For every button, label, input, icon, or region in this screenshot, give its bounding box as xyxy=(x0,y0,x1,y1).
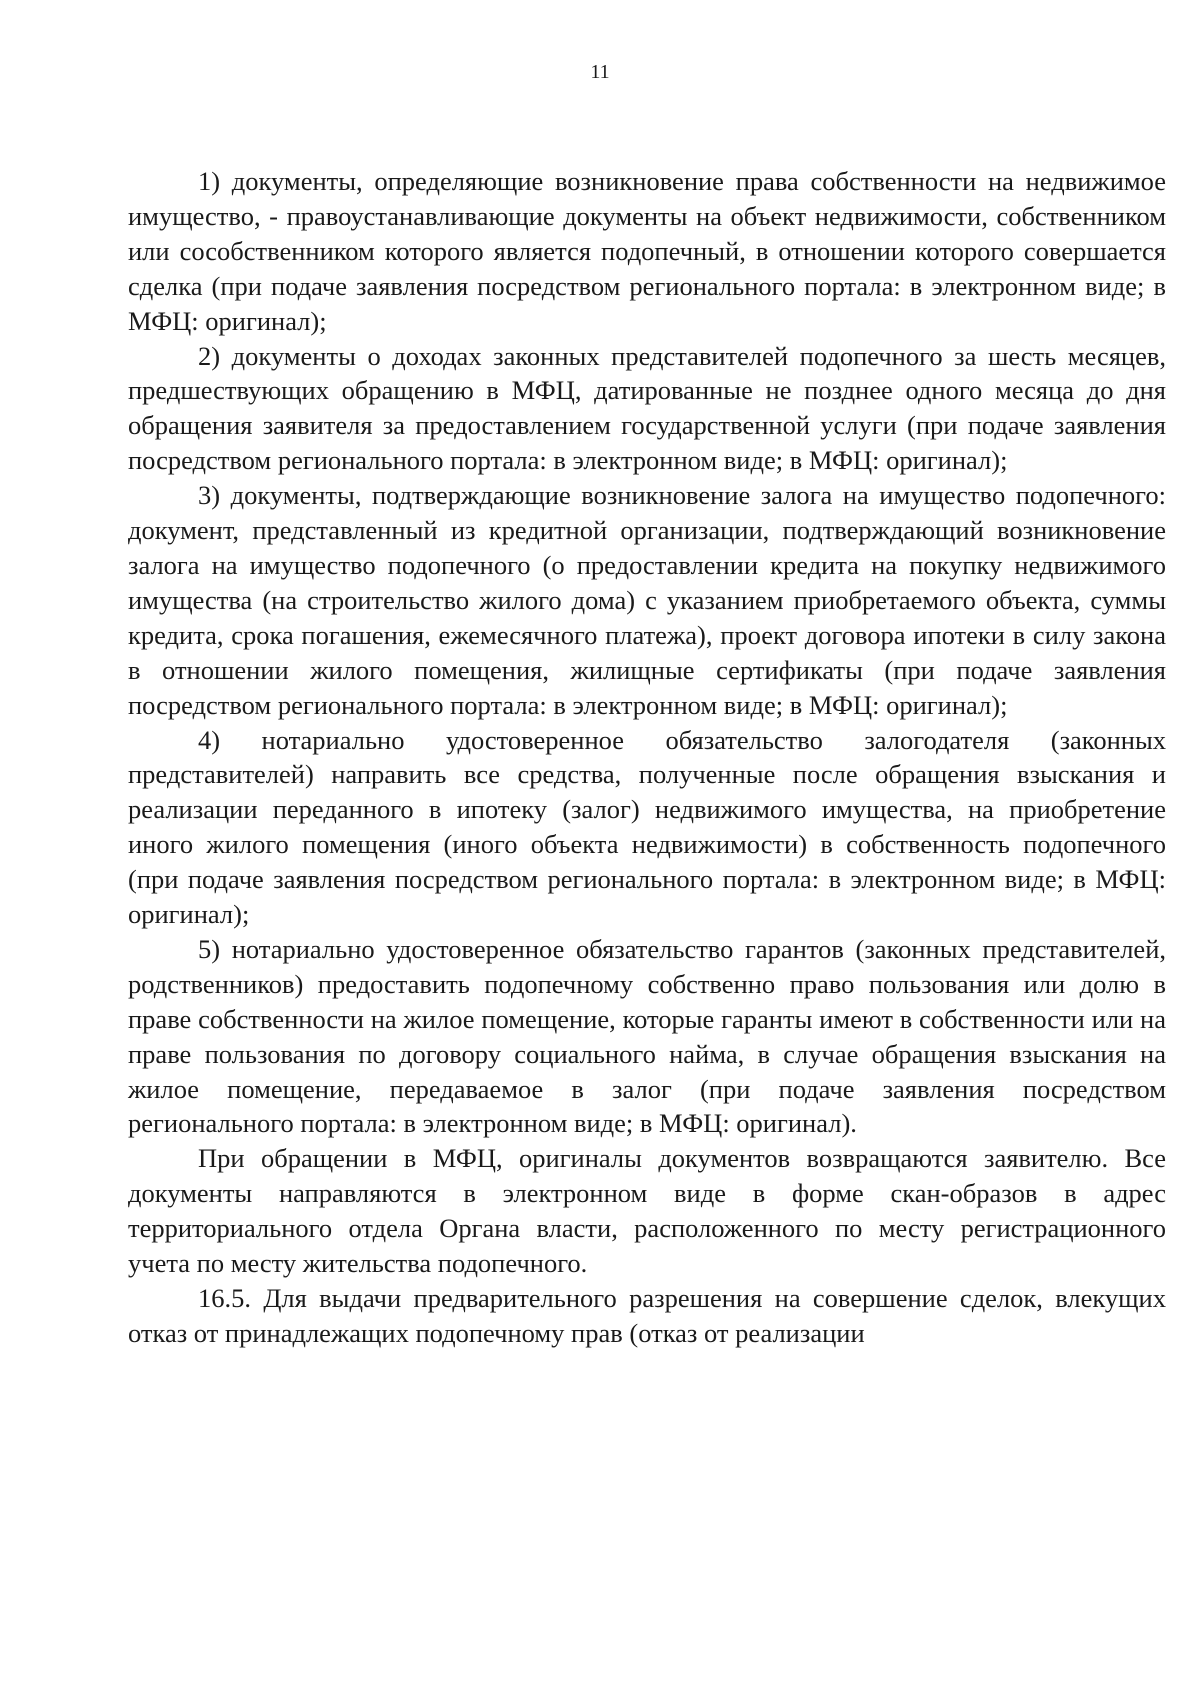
paragraph-section-16-5: 16.5. Для выдачи предварительного разрешения на совершение сделок, влекущих отказ от принадлежащих подопечному прав (отказ от реализации xyxy=(128,1283,1166,1348)
paragraph-item-2: 2) документы о доходах законных представителей подопечного за шесть месяцев, предшествующих обращению в МФЦ, датированные не позднее одного месяца до дня обращения заявителя за предоставлением государственной услуги (при подаче заявления посредством регионального портала: в электронном виде; в МФЦ: оригинал); xyxy=(128,340,1166,476)
document-body xyxy=(128,164,1166,1351)
paragraph-item-4: 4) нотариально удостоверенное обязательство залогодателя (законных представителей) направить все средства, полученные после обращения взыскания и реализации переданного в ипотеку (залог) недвижимого имущества, на приобретение иного жилого помещения (иного объекта недвижимости) в собственность подопечного (при подаче заявления посредством регионального портала: в электронном виде; в МФЦ: оригинал); xyxy=(128,724,1166,930)
paragraph-item-3: 3) документы, подтверждающие возникновение залога на имущество подопечного: документ, представленный из кредитной организации, подтверждающий возникновение залога на имущество подопечного (о предоставлении кредита на покупку недвижимого имущества (на строительство жилого дома) с указанием приобретаемого объекта, суммы кредита, срока погашения, ежемесячного платежа), проект договора ипотеки в силу закона в отношении жилого помещения, жилищные сертификаты (при подаче заявления посредством регионального портала: в электронном виде; в МФЦ: оригинал); xyxy=(128,480,1166,720)
page-number: 11 xyxy=(590,61,610,83)
paragraph-item-1: 1) документы, определяющие возникновение права собственности на недвижимое имущество, - правоустанавливающие документы на объект недвижимости, собственником или сособственником которого является подопечный, в отношении которого совершается сделка (при подаче заявления посредством регионального портала: в электронном виде; в МФЦ: оригинал); xyxy=(128,166,1166,336)
paragraph-item-5: 5) нотариально удостоверенное обязательство гарантов (законных представителей, родственников) предоставить подопечному собственно право пользования или долю в праве собственности на жилое помещение, которые гаранты имеют в собственности или на праве пользования по договору социального найма, в случае обращения взыскания на жилое помещение, передаваемое в залог (при подаче заявления посредством регионального портала: в электронном виде; в МФЦ: оригинал). xyxy=(128,933,1166,1139)
paragraph-mfc-originals: При обращении в МФЦ, оригиналы документов возвращаются заявителю. Все документы направляются в электронном виде в форме скан-образов в адрес территориального отдела Органа власти, расположенного по месту регистрационного учета по месту жительства подопечного. xyxy=(128,1143,1166,1279)
